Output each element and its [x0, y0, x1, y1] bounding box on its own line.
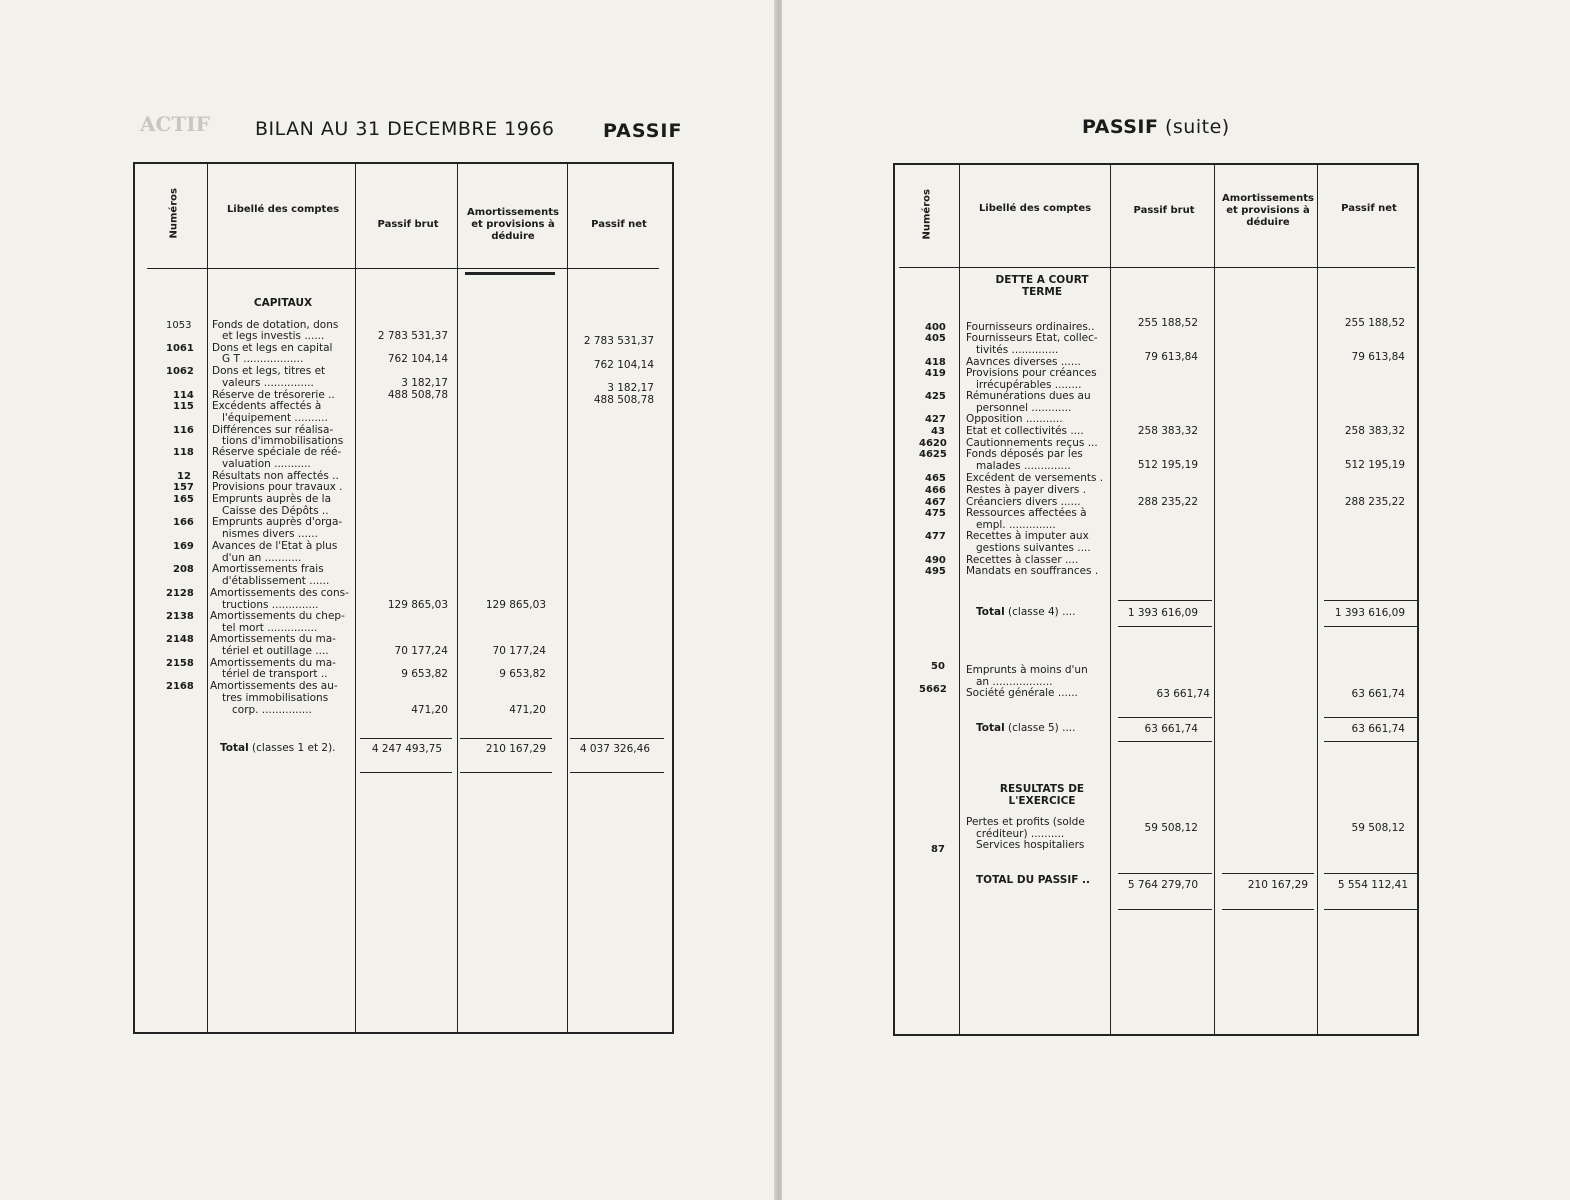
- account-label: Restes à payer divers .: [966, 484, 1087, 496]
- amount-brut: 488 508,78: [387, 389, 448, 401]
- account-number: 465: [925, 473, 946, 484]
- amount-net: 59 508,12: [1351, 822, 1405, 834]
- header-amortissements: Amortissements et provisions à déduire: [467, 207, 559, 242]
- amount-brut: 3 182,17: [401, 377, 448, 389]
- amount-brut: 79 613,84: [1144, 351, 1198, 363]
- account-label: Mandats en souffrances .: [966, 565, 1099, 577]
- account-label: tions d'immobilisations: [222, 435, 344, 447]
- account-label: Etat et collectivités ....: [966, 425, 1084, 437]
- amount-brut: 762 104,14: [387, 353, 448, 365]
- account-number: 12: [177, 471, 191, 482]
- account-number: 169: [173, 541, 194, 552]
- total-classe5-row: [976, 723, 1075, 735]
- account-number: 418: [925, 357, 946, 368]
- amount-net: 255 188,52: [1344, 317, 1405, 329]
- account-number: 4620: [919, 438, 947, 449]
- account-label: Amortissements du ma-: [210, 657, 336, 669]
- account-label: Fonds déposés par les: [966, 448, 1083, 460]
- account-label: Recettes à imputer aux: [966, 530, 1089, 542]
- header-amortissements: Amortissements et provisions à déduire: [1222, 193, 1314, 228]
- left-page: [0, 0, 778, 1200]
- total-passif-amort: 210 167,29: [1247, 879, 1308, 891]
- account-number: 157: [173, 482, 194, 493]
- right-title-passif: PASSIF: [1082, 116, 1159, 138]
- account-number: 425: [925, 391, 946, 402]
- header-numeros: Numéros: [168, 188, 180, 239]
- account-label: Amortissements des cons-: [210, 587, 349, 599]
- amount-brut: 63 661,74: [1156, 688, 1210, 700]
- header-passif-net: Passif net: [1341, 203, 1397, 214]
- amount-brut: 288 235,22: [1137, 496, 1198, 508]
- account-number: 115: [173, 401, 194, 412]
- account-label: Caisse des Dépôts ..: [222, 505, 329, 517]
- account-label: d'établissement ......: [222, 575, 330, 587]
- account-label: Recettes à classer ....: [966, 554, 1079, 566]
- left-total-net: 4 037 326,46: [579, 743, 650, 755]
- account-number: 2158: [166, 658, 194, 669]
- account-label: Cautionnements reçus ...: [966, 437, 1098, 449]
- total-passif-net: 5 554 112,41: [1337, 879, 1408, 891]
- account-number: 2168: [166, 681, 194, 692]
- amount-brut: 2 783 531,37: [377, 330, 448, 342]
- amount-brut: 255 188,52: [1137, 317, 1198, 329]
- account-number: 87: [931, 844, 945, 855]
- amount-net: 488 508,78: [593, 394, 654, 406]
- total-classe4-row: [976, 607, 1075, 619]
- amount-net: 258 383,32: [1344, 425, 1405, 437]
- account-label: Rémunérations dues au: [966, 390, 1091, 402]
- account-label: Fournisseurs Etat, collec-: [966, 332, 1098, 344]
- account-label: an ..................: [976, 676, 1053, 688]
- amount-brut: 512 195,19: [1137, 459, 1198, 471]
- left-title: [255, 118, 555, 140]
- account-number: 5662: [919, 684, 947, 695]
- account-label: et legs investis ......: [222, 330, 325, 342]
- account-label: G T ..................: [222, 353, 304, 365]
- total-passif-label: TOTAL DU PASSIF ..: [976, 874, 1091, 886]
- account-number: 2128: [166, 588, 194, 599]
- total-classe4-suffix: (classe 4) ....: [1008, 606, 1076, 618]
- left-total-brut: 4 247 493,75: [371, 743, 442, 755]
- ghost-actif: ACTIF: [140, 112, 210, 136]
- amount-net: 79 613,84: [1351, 351, 1405, 363]
- account-number: 477: [925, 531, 946, 542]
- account-number: 118: [173, 447, 194, 458]
- account-number: 1053: [166, 320, 192, 331]
- account-number: 116: [173, 425, 194, 436]
- account-label: Amortissements du chep-: [210, 610, 345, 622]
- account-label: valuation ...........: [222, 458, 311, 470]
- left-total-suffix: (classes 1 et 2).: [252, 742, 336, 754]
- left-total-row: [220, 743, 336, 755]
- account-label: Emprunts auprès d'orga-: [212, 516, 343, 528]
- header-passif-brut: Passif brut: [1133, 205, 1195, 216]
- account-number: 208: [173, 564, 194, 575]
- amount-brut: 70 177,24: [394, 645, 448, 657]
- amount-amort: 129 865,03: [485, 599, 546, 611]
- account-label: Dons et legs en capital: [212, 342, 333, 354]
- account-label: tériel et outillage ....: [222, 645, 329, 657]
- account-label: Provisions pour travaux .: [212, 481, 343, 493]
- account-number: 495: [925, 566, 946, 577]
- account-label: Dons et legs, titres et: [212, 365, 326, 377]
- total-classe4-label: Total: [976, 606, 1005, 618]
- account-label: empl. ..............: [976, 519, 1056, 531]
- account-label: nismes divers ......: [222, 528, 318, 540]
- amount-net: 512 195,19: [1344, 459, 1405, 471]
- account-label: Fournisseurs ordinaires..: [966, 321, 1095, 333]
- amount-amort: 9 653,82: [499, 668, 546, 680]
- account-label: valeurs ...............: [222, 377, 314, 389]
- account-label: Réserve de trésorerie ..: [212, 389, 335, 401]
- account-number: 400: [925, 322, 946, 333]
- account-label: corp. ...............: [232, 704, 312, 716]
- account-label: personnel ............: [976, 402, 1072, 414]
- account-label: irrécupérables ........: [976, 379, 1082, 391]
- account-number: 166: [173, 517, 194, 528]
- total-passif-brut: 5 764 279,70: [1127, 879, 1198, 891]
- account-label: Amortissements des au-: [210, 680, 338, 692]
- total-classe5-net: 63 661,74: [1351, 723, 1405, 735]
- left-title-passif: PASSIF: [603, 120, 683, 142]
- account-label: tivités ..............: [976, 344, 1059, 356]
- account-number: 466: [925, 485, 946, 496]
- amount-net: 63 661,74: [1351, 688, 1405, 700]
- account-number: 2138: [166, 611, 194, 622]
- account-number: 165: [173, 494, 194, 505]
- amount-brut: 471,20: [411, 704, 448, 716]
- account-number: 1062: [166, 366, 194, 377]
- amount-amort: 70 177,24: [492, 645, 546, 657]
- account-label: créditeur) ..........: [976, 828, 1065, 840]
- account-number: 2148: [166, 634, 194, 645]
- account-label: gestions suivantes ....: [976, 542, 1091, 554]
- account-label: Amortissements du ma-: [210, 633, 336, 645]
- left-total-amort: 210 167,29: [485, 743, 546, 755]
- account-label: Provisions pour créances: [966, 367, 1097, 379]
- account-label: tériel de transport ..: [222, 668, 328, 680]
- right-page: [782, 0, 1570, 1200]
- account-label: malades ..............: [976, 460, 1071, 472]
- account-number: 405: [925, 333, 946, 344]
- account-label: Amortissements frais: [212, 563, 324, 575]
- header-libelle: Libellé des comptes: [978, 203, 1092, 214]
- account-number: 419: [925, 368, 946, 379]
- account-label: Créanciers divers ......: [966, 496, 1081, 508]
- account-number: 475: [925, 508, 946, 519]
- header-libelle: Libellé des comptes: [226, 204, 340, 215]
- header-numeros: Numéros: [921, 189, 933, 240]
- account-label: Réserve spéciale de réé-: [212, 446, 342, 458]
- amount-net: 3 182,17: [607, 382, 654, 394]
- total-classe5-suffix: (classe 5) ....: [1008, 722, 1076, 734]
- account-number: 1061: [166, 343, 194, 354]
- account-label: Excédents affectés à: [212, 400, 322, 412]
- account-label: Opposition ...........: [966, 413, 1063, 425]
- amount-net: 2 783 531,37: [583, 335, 654, 347]
- left-title-text: BILAN AU 31 DECEMBRE 1966: [255, 118, 555, 140]
- amount-amort: 471,20: [509, 704, 546, 716]
- right-title-suite: (suite): [1165, 116, 1230, 138]
- amount-brut: 129 865,03: [387, 599, 448, 611]
- account-label: l'équipement ..........: [222, 412, 328, 424]
- section-resultats-exercice: RESULTATS DE L'EXERCICE: [999, 783, 1085, 807]
- total-classe5-label: Total: [976, 722, 1005, 734]
- account-label: Société générale ......: [966, 687, 1078, 699]
- account-label: Différences sur réalisa-: [212, 424, 334, 436]
- amount-brut: 9 653,82: [401, 668, 448, 680]
- section-dette-court-terme: DETTE A COURT TERME: [995, 274, 1089, 298]
- account-label: Résultats non affectés ..: [212, 470, 339, 482]
- account-label: Excédent de versements .: [966, 472, 1104, 484]
- total-classe4-net: 1 393 616,09: [1334, 607, 1405, 619]
- account-label: tres immobilisations: [222, 692, 329, 704]
- account-label: Pertes et profits (solde: [966, 816, 1085, 828]
- account-label: Emprunts auprès de la: [212, 493, 332, 505]
- account-label: Ressources affectées à: [966, 507, 1087, 519]
- account-number: 50: [931, 661, 945, 672]
- account-label: Emprunts à moins d'un: [966, 664, 1088, 676]
- header-passif-brut: Passif brut: [377, 219, 439, 230]
- account-label: Avances de l'Etat à plus: [212, 540, 338, 552]
- account-number: 43: [931, 426, 945, 437]
- account-number: 427: [925, 414, 946, 425]
- account-label: tructions ..............: [222, 599, 319, 611]
- account-number: 467: [925, 497, 946, 508]
- amount-net: 288 235,22: [1344, 496, 1405, 508]
- total-classe4-brut: 1 393 616,09: [1127, 607, 1198, 619]
- amount-brut: 258 383,32: [1137, 425, 1198, 437]
- header-passif-net: Passif net: [591, 219, 647, 230]
- right-title: [1082, 116, 1230, 138]
- amount-net: 762 104,14: [593, 359, 654, 371]
- section-capitaux: CAPITAUX: [253, 297, 313, 309]
- total-classe5-brut: 63 661,74: [1144, 723, 1198, 735]
- account-label: Services hospitaliers: [976, 839, 1085, 851]
- account-number: 4625: [919, 449, 947, 460]
- left-total-label: Total: [220, 742, 249, 754]
- account-label: d'un an ...........: [222, 552, 302, 564]
- amount-brut: 59 508,12: [1144, 822, 1198, 834]
- account-label: Aavnces diverses ......: [966, 356, 1081, 368]
- account-number: 114: [173, 390, 194, 401]
- account-label: Fonds de dotation, dons: [212, 319, 339, 331]
- account-number: 490: [925, 555, 946, 566]
- account-label: tel mort ...............: [222, 622, 318, 634]
